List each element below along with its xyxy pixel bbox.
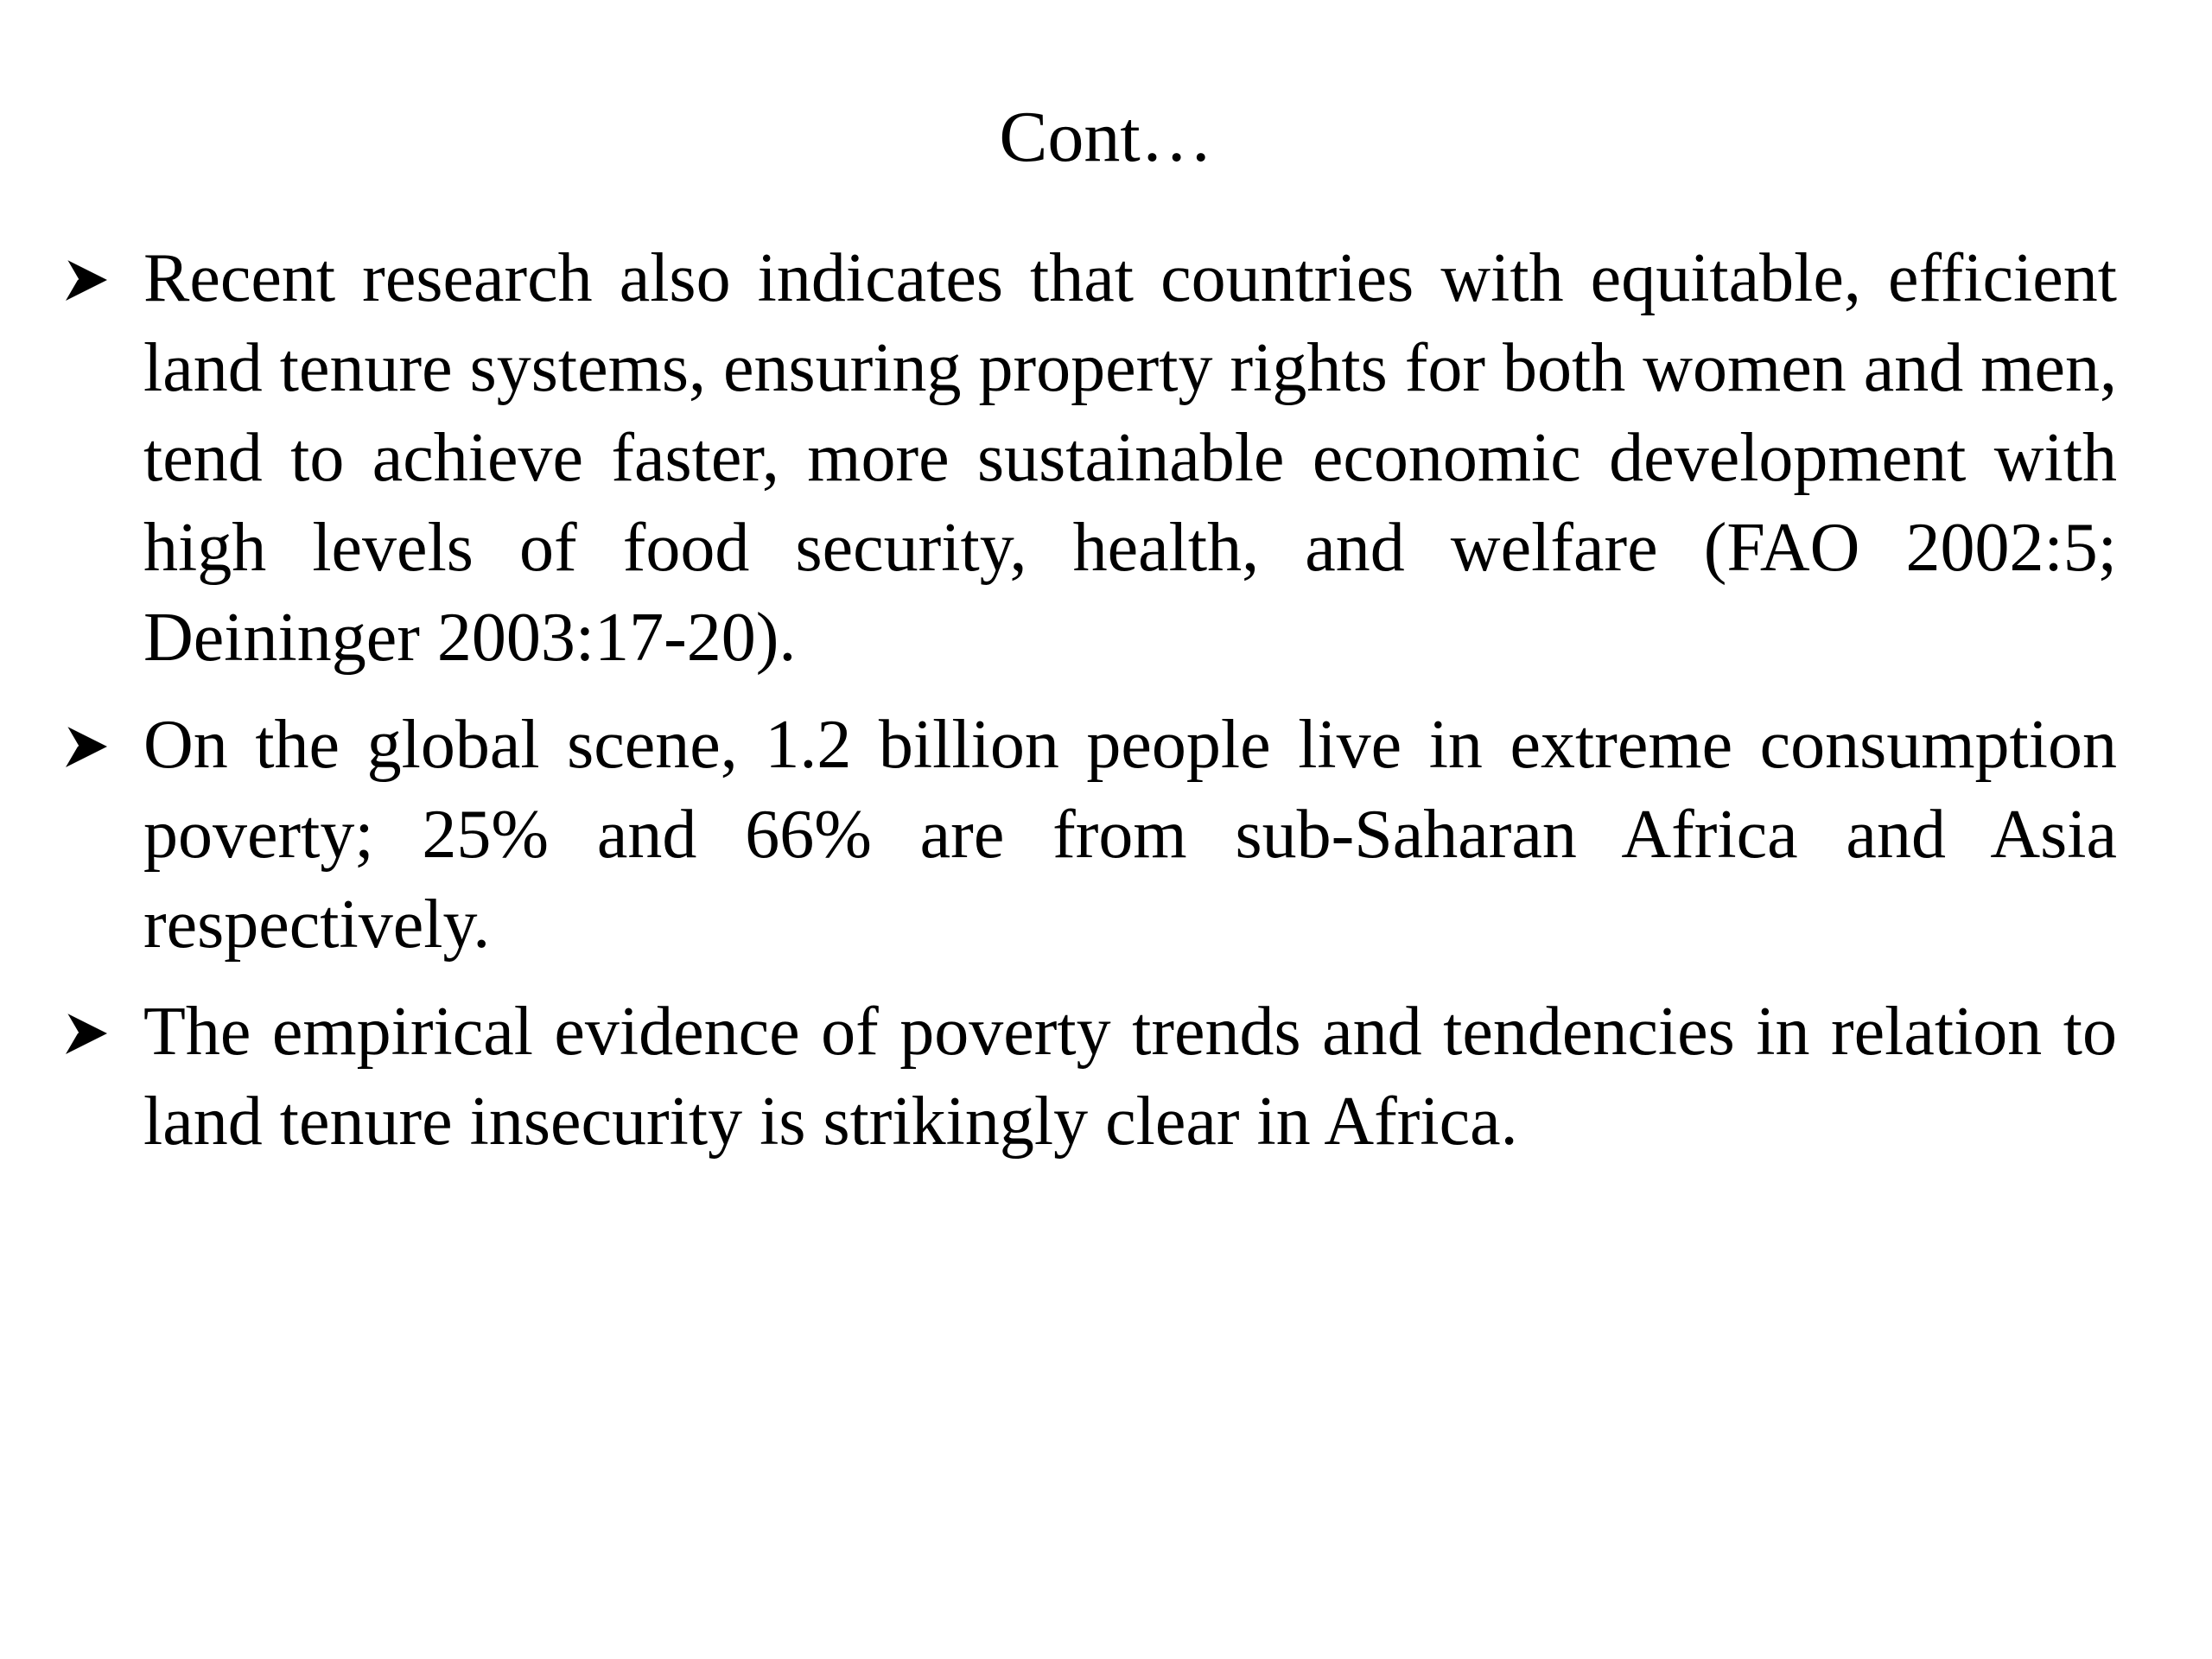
arrowhead-bullet-icon [62, 722, 111, 771]
bullet-item [60, 700, 2117, 969]
slide-title: Cont… [999, 97, 1213, 177]
bullet-item [60, 233, 2117, 683]
bullet-item [60, 987, 2117, 1166]
arrowhead-bullet-icon [62, 1009, 111, 1058]
arrowhead-bullet-icon [62, 256, 111, 304]
bullet-text: Recent research also indicates that countries with equitable, efficient land tenure systems, ensuring property rights for both women and men, tend to achieve faster, more sustainable economic development with high levels of food security, health, and welfare (FAO 2002:5; Deininger 2003:17-20). [143, 240, 2117, 676]
bullet-list [60, 233, 2117, 1184]
bullet-text: The empirical evidence of poverty trends and tendencies in relation to land tenure insecurity is strikingly clear in Africa. [143, 994, 2117, 1160]
bullet-text: On the global scene, 1.2 billion people live in extreme consumption poverty; 25% and 66% are from sub-Saharan Africa and Asia respectively. [143, 707, 2117, 963]
